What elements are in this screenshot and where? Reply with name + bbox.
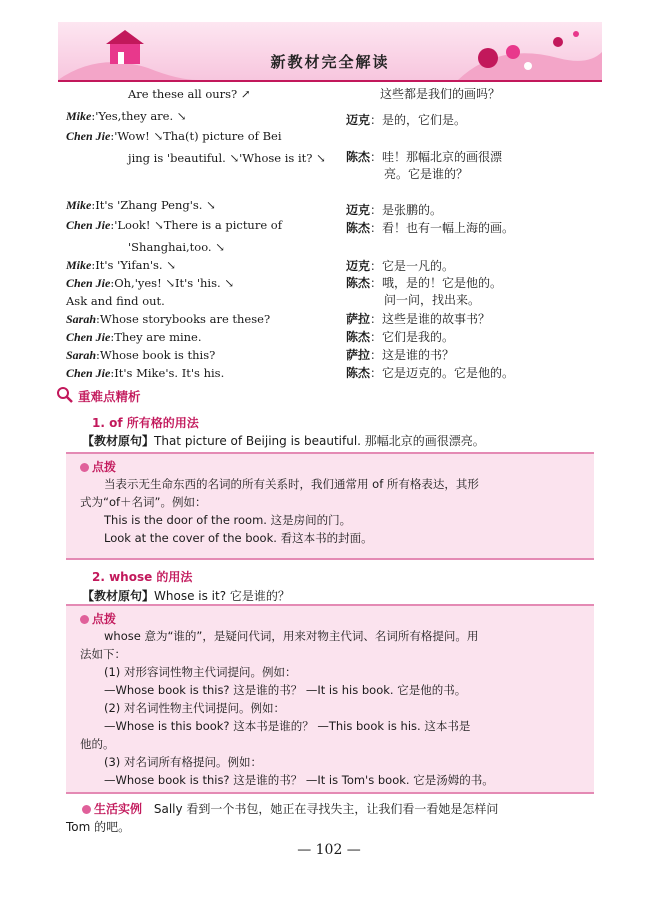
tip-line: (3) 对名词所有格提问。例如： xyxy=(104,755,262,769)
textbook-original-sentence: 【教材原句】Whose is it? 它是谁的？ xyxy=(82,589,290,603)
dialogue-line: 萨拉：这是谁的书？ xyxy=(346,348,455,362)
header-title: 新教材完全解读 xyxy=(270,53,390,71)
tip-box xyxy=(66,452,594,560)
dialogue-line: 陈杰：它是迈克的。它是他的。 xyxy=(346,366,515,380)
tip-label: 点拨 xyxy=(80,458,116,475)
example-bullet-icon xyxy=(82,805,91,814)
tip-line: This is the door of the room. 这是房间的门。 xyxy=(104,513,352,527)
tip-line: 他的。 xyxy=(80,737,115,751)
tip-line: 法如下： xyxy=(80,647,126,661)
dialogue-line: 迈克：它是一凡的。 xyxy=(346,259,455,273)
tip-line: —Whose is this book? 这本书是谁的？ —This book is his. 这本书是 xyxy=(104,719,471,733)
magnifier-icon xyxy=(56,386,74,408)
tip-line: Look at the cover of the book. 看这本书的封面。 xyxy=(104,531,373,545)
life-example xyxy=(82,800,498,817)
header-divider xyxy=(58,80,602,82)
point-heading: 2. whose 的用法 xyxy=(92,570,193,584)
dialogue-line: Sarah:Whose storybooks are these? xyxy=(66,312,271,326)
dialogue-line: Chen Jie:It's Mike's. It's his. xyxy=(66,366,225,380)
page-number: — 102 — xyxy=(297,842,361,858)
tip-bullet-icon xyxy=(80,463,89,472)
tip-line: (2) 对名词性物主代词提问。例如： xyxy=(104,701,285,715)
dialogue-line: Chen Jie:Oh,'yes! ↘It's 'his. ↘ xyxy=(66,276,234,290)
dialogue-line: Mike:'Yes,they are. ↘ xyxy=(66,109,187,123)
textbook-original-sentence: 【教材原句】That picture of Beijing is beautiful. 那幅北京的画很漂亮。 xyxy=(82,434,485,448)
dialogue-line: 陈杰：看！也有一幅上海的画。 xyxy=(346,221,515,235)
page-header-banner xyxy=(58,22,602,80)
tip-line: —Whose book is this? 这是谁的书？ —It is Tom's book. 它是汤姆的书。 xyxy=(104,773,494,787)
dialogue-line: 这些都是我们的画吗？ xyxy=(380,87,501,101)
section-title: 重难点精析 xyxy=(78,389,141,404)
dialogue-line: Sarah:Whose book is this? xyxy=(66,348,216,362)
tip-box xyxy=(66,604,594,794)
life-example-label: 生活实例 xyxy=(82,802,142,816)
dialogue-line: Chen Jie:They are mine. xyxy=(66,330,202,344)
tip-line: (1) 对形容词性物主代词提问。例如： xyxy=(104,665,297,679)
life-example-text: Sally 看到一个书包，她正在寻找失主，让我们看一看她是怎样问 xyxy=(153,802,499,816)
dialogue-line: 陈杰：哦，是的！它是他的。 xyxy=(346,276,503,290)
dialogue-line: Chen Jie:'Wow! ↘Tha(t) picture of Bei xyxy=(66,129,282,143)
dialogue-line: 迈克：是张鹏的。 xyxy=(346,203,443,217)
dialogue-line: 迈克：是的，它们是。 xyxy=(346,113,467,127)
dialogue-line: 亮。它是谁的？ xyxy=(384,167,469,181)
tip-bullet-icon xyxy=(80,615,89,624)
point-heading: 1. of 所有格的用法 xyxy=(92,416,199,430)
dialogue-line: 陈杰：哇！那幅北京的画很漂 xyxy=(346,150,503,164)
life-example-text: Tom 的吧。 xyxy=(66,820,131,834)
dialogue-line: Chen Jie:'Look! ↘There is a picture of xyxy=(66,218,282,232)
dialogue-line: 陈杰：它们是我的。 xyxy=(346,330,455,344)
dialogue-line: Ask and find out. xyxy=(66,294,165,308)
dialogue-line: Mike:It's 'Yifan's. ↘ xyxy=(66,258,176,272)
dialogue-line: 问一问，找出来。 xyxy=(384,293,481,307)
tip-line: whose 意为“谁的”，是疑问代词，用来对物主代词、名词所有格提问。用 xyxy=(104,629,479,643)
dialogue-line: 'Shanghai,too. ↘ xyxy=(128,240,225,254)
tip-line: 当表示无生命东西的名词的所有关系时，我们通常用 of 所有格表达，其形 xyxy=(104,477,479,491)
tip-label: 点拨 xyxy=(80,610,116,627)
dialogue-line: 萨拉：这些是谁的故事书？ xyxy=(346,312,491,326)
dialogue-line: Are these all ours? ↗ xyxy=(128,87,251,101)
tip-line: —Whose book is this? 这是谁的书？ —It is his book. 它是他的书。 xyxy=(104,683,467,697)
dialogue-line: Mike:It's 'Zhang Peng's. ↘ xyxy=(66,198,216,212)
dialogue-line: jing is 'beautiful. ↘'Whose is it? ↘ xyxy=(128,151,326,165)
tip-line: 式为“of＋名词”。例如： xyxy=(80,495,207,509)
